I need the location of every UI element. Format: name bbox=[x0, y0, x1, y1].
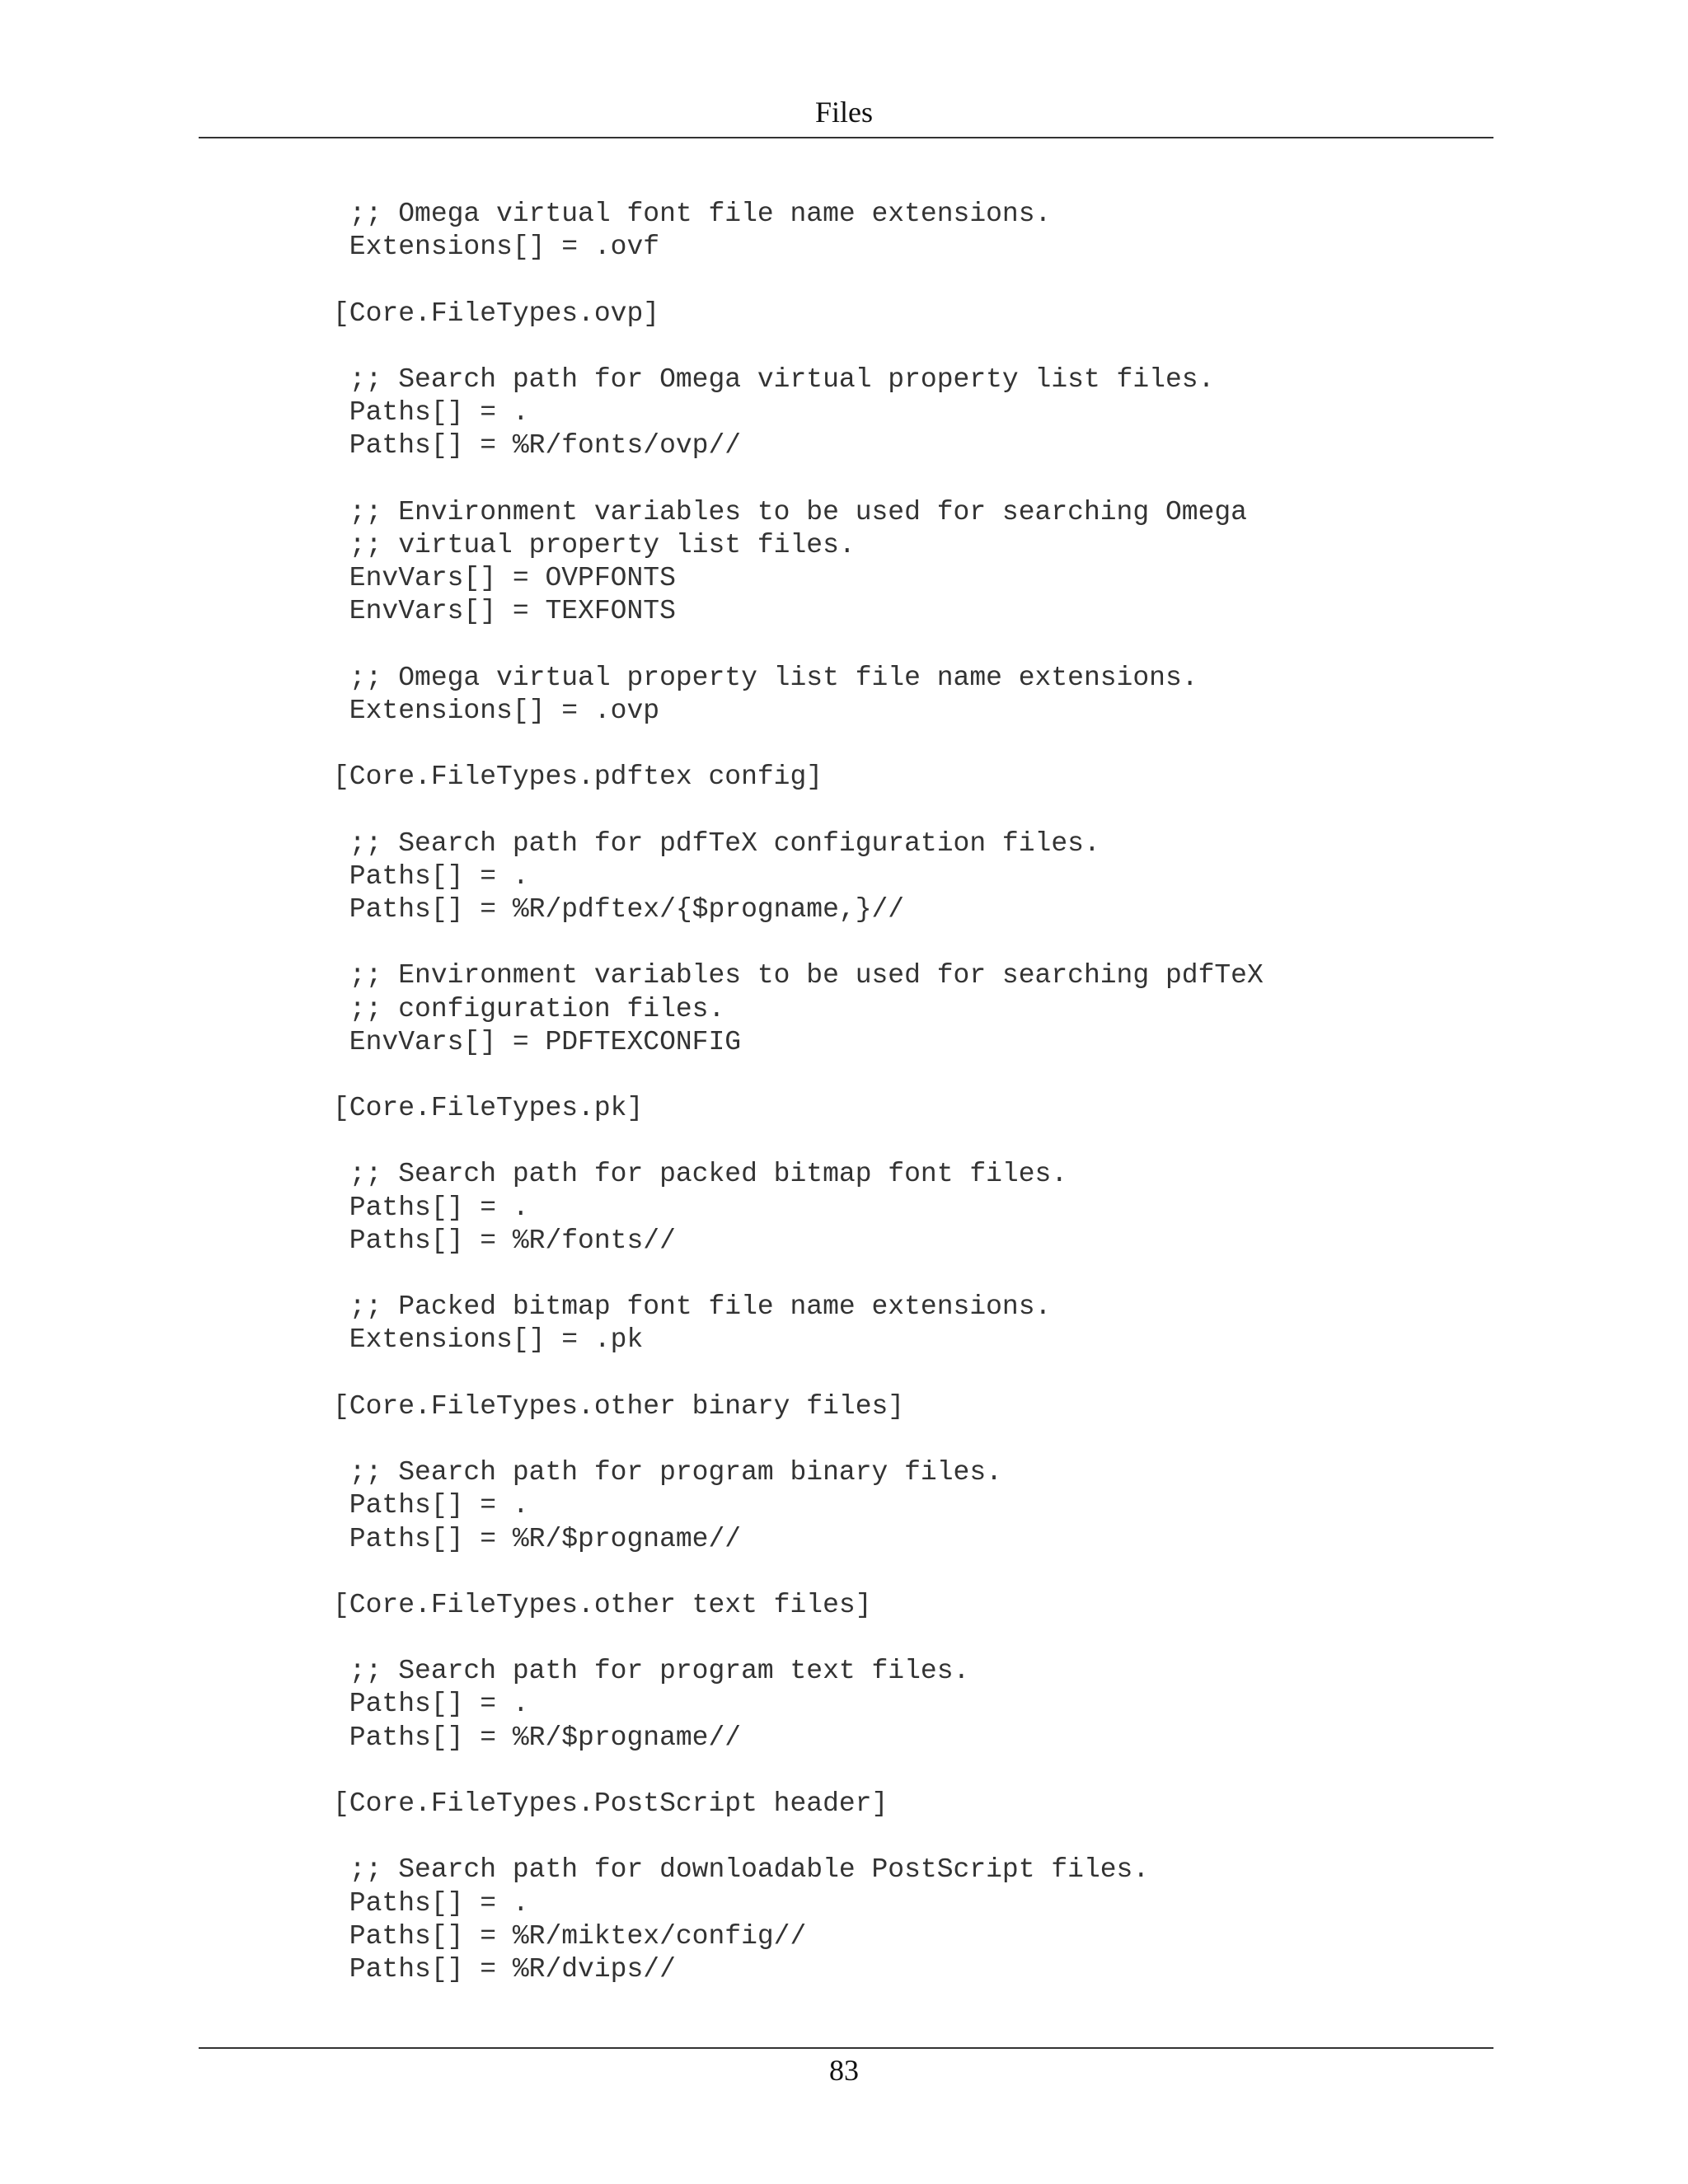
code-line: Paths[] = %R/$progname// bbox=[333, 1722, 742, 1753]
code-line: Paths[] = . bbox=[333, 860, 529, 892]
code-line: Paths[] = %R/fonts/ovp// bbox=[333, 430, 742, 462]
code-line: Paths[] = %R/$progname// bbox=[333, 1523, 742, 1554]
code-line: [Core.FileTypes.PostScript header] bbox=[333, 1788, 889, 1819]
code-line bbox=[333, 1423, 1470, 1456]
code-line: ;; Search path for program text files. bbox=[333, 1656, 970, 1687]
code-line: ;; Environment variables to be used for searching Omega bbox=[333, 496, 1247, 527]
code-line: ;; Search path for program binary files. bbox=[333, 1457, 1002, 1488]
code-line: Paths[] = . bbox=[333, 1490, 529, 1521]
code-line: ;; Omega virtual font file name extensions. bbox=[333, 199, 1052, 229]
code-line: [Core.FileTypes.other text files] bbox=[333, 1589, 872, 1620]
code-line: Paths[] = . bbox=[333, 1887, 529, 1919]
code-line bbox=[333, 264, 1470, 297]
code-line bbox=[333, 1556, 1470, 1589]
code-line bbox=[333, 463, 1470, 496]
code-line bbox=[333, 1622, 1470, 1655]
code-line: ;; Packed bitmap font file name extensions. bbox=[333, 1291, 1052, 1323]
header-rule bbox=[199, 137, 1493, 138]
code-line bbox=[333, 1755, 1470, 1788]
code-line bbox=[333, 1821, 1470, 1854]
code-line: ;; Search path for Omega virtual property list files. bbox=[333, 363, 1215, 395]
code-line: ;; Environment variables to be used for searching pdfTeX bbox=[333, 960, 1264, 991]
code-line: [Core.FileTypes.pk] bbox=[333, 1093, 644, 1124]
code-listing bbox=[333, 198, 1470, 1986]
code-line: Paths[] = %R/dvips// bbox=[333, 1953, 676, 1985]
code-line: Paths[] = . bbox=[333, 1689, 529, 1720]
code-line: Extensions[] = .ovp bbox=[333, 695, 660, 726]
page-number: 83 bbox=[829, 2054, 859, 2087]
code-line bbox=[333, 1258, 1470, 1291]
code-line: ;; Search path for downloadable PostScript files. bbox=[333, 1854, 1150, 1886]
code-line bbox=[333, 1357, 1470, 1390]
code-line: EnvVars[] = PDFTEXCONFIG bbox=[333, 1026, 742, 1057]
code-line: EnvVars[] = OVPFONTS bbox=[333, 563, 676, 594]
code-line: ;; Search path for packed bitmap font files. bbox=[333, 1159, 1068, 1190]
code-line bbox=[333, 330, 1470, 363]
code-line: ;; Omega virtual property list file name extensions. bbox=[333, 662, 1198, 693]
code-line bbox=[333, 1125, 1470, 1158]
code-line bbox=[333, 628, 1470, 661]
code-line: ;; configuration files. bbox=[333, 993, 725, 1024]
code-line: [Core.FileTypes.other binary files] bbox=[333, 1390, 905, 1422]
page-header-title: Files bbox=[814, 96, 873, 129]
code-line: [Core.FileTypes.ovp] bbox=[333, 298, 660, 329]
code-line: Paths[] = . bbox=[333, 1192, 529, 1223]
code-line: EnvVars[] = TEXFONTS bbox=[333, 596, 676, 627]
code-line: Extensions[] = .pk bbox=[333, 1324, 644, 1356]
code-line: Paths[] = . bbox=[333, 397, 529, 429]
code-line bbox=[333, 794, 1470, 827]
code-line: Paths[] = %R/pdftex/{$progname,}// bbox=[333, 893, 905, 925]
code-line: ;; virtual property list files. bbox=[333, 529, 856, 560]
code-line bbox=[333, 728, 1470, 761]
code-line: ;; Search path for pdfTeX configuration files. bbox=[333, 827, 1100, 859]
footer-rule bbox=[199, 2047, 1493, 2049]
code-line: Extensions[] = .ovf bbox=[333, 232, 660, 263]
code-line: [Core.FileTypes.pdftex config] bbox=[333, 762, 823, 793]
code-line: Paths[] = %R/miktex/config// bbox=[333, 1920, 807, 1952]
code-line bbox=[333, 926, 1470, 959]
code-line bbox=[333, 1059, 1470, 1092]
code-line: Paths[] = %R/fonts// bbox=[333, 1225, 676, 1256]
